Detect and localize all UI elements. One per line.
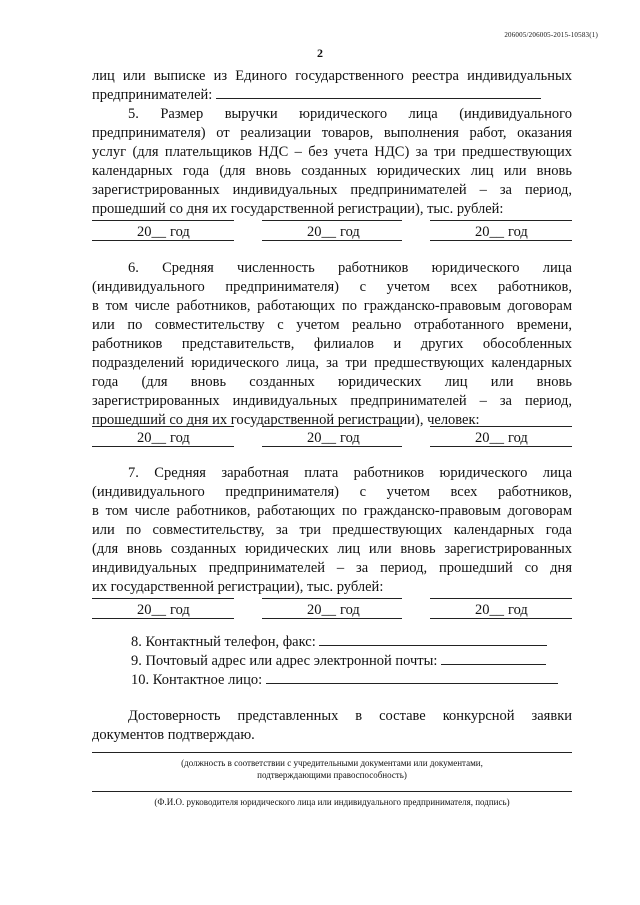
s5-blank-3 — [430, 220, 572, 221]
s6-line-9: прошедший со дня их государственной регистрации), человек: — [92, 412, 480, 428]
confirmation-line-1: Достоверность представленных в составе конкурсной заявки — [128, 708, 572, 724]
s5-line-5: зарегистрированных индивидуальных предпринимателей – за период, — [92, 182, 572, 198]
s5-line-4: календарных года (для вновь созданных юридических лиц или вновь — [92, 163, 572, 179]
contact-phone-row — [131, 633, 571, 652]
intro-blank-line — [216, 86, 541, 99]
s7-year-1-word: год — [170, 602, 190, 618]
s7-year-1-num: 20__ — [137, 602, 166, 618]
contact-person-blank — [266, 671, 558, 684]
position-signature-line — [92, 752, 572, 753]
s6-line-8: зарегистрированных индивидуальных предпринимателей – за период, — [92, 393, 572, 409]
position-caption-line-2: подтверждающими правоспособность) — [257, 770, 407, 780]
s6-line-1: 6. Средняя численность работников юридического лица — [128, 260, 572, 276]
s6-year-1-word: год — [170, 430, 190, 446]
s7-year-3-num: 20__ — [475, 602, 504, 618]
s7-year-2-num: 20__ — [307, 602, 336, 618]
contact-address-label: 9. Почтовый адрес или адрес электронной почты: — [131, 653, 438, 669]
s5-year-2-word: год — [340, 224, 360, 240]
s7-blank-2 — [262, 598, 402, 599]
position-caption-line-1: (должность в соответствии с учредительными документами или документами, — [181, 758, 483, 768]
s5-underline-3 — [430, 240, 572, 241]
s6-blank-2 — [262, 426, 402, 427]
contact-phone-blank — [319, 633, 547, 646]
s7-blank-1 — [92, 598, 234, 599]
director-signature-line — [92, 791, 572, 792]
s7-underline-1 — [92, 618, 234, 619]
s7-line-1: 7. Средняя заработная плата работников юридического лица — [128, 465, 572, 481]
s5-line-1: 5. Размер выручки юридического лица (индивидуального — [128, 106, 572, 122]
s6-underline-1 — [92, 446, 234, 447]
s5-year-3-num: 20__ — [475, 224, 504, 240]
s6-underline-2 — [262, 446, 402, 447]
s6-year-3-num: 20__ — [475, 430, 504, 446]
contact-address-row — [131, 652, 571, 671]
s6-line-5: работников представительств, филиалов и других обособленных — [92, 336, 572, 352]
s6-blank-1 — [92, 426, 234, 427]
s6-year-2-num: 20__ — [307, 430, 336, 446]
s7-year-2-word: год — [340, 602, 360, 618]
confirmation-line-2: документов подтверждаю. — [92, 727, 255, 743]
s7-blank-3 — [430, 598, 572, 599]
s5-line-6: прошедший со дня их государственной регистрации), тыс. рублей: — [92, 201, 504, 217]
s7-line-6: индивидуальных предпринимателей – за период, прошедший со дня — [92, 560, 572, 576]
intro-line-1: лиц или выписке из Единого государственного реестра индивидуальных — [92, 68, 572, 84]
s6-year-1-num: 20__ — [137, 430, 166, 446]
s7-underline-2 — [262, 618, 402, 619]
s7-year-3-word: год — [508, 602, 528, 618]
s5-year-2-num: 20__ — [307, 224, 336, 240]
s6-year-3-word: год — [508, 430, 528, 446]
s6-line-3: в том числе работников, работающих по гражданско-правовым договорам — [92, 298, 572, 314]
s5-line-2: предпринимателя) от реализации товаров, выполнения работ, оказания — [92, 125, 572, 141]
s7-line-7: их государственной регистрации), тыс. рублей: — [92, 579, 384, 595]
s5-year-1-word: год — [170, 224, 190, 240]
director-signature-caption: (Ф.И.О. руководителя юридического лица или индивидуального предпринимателя, подпись) — [154, 797, 510, 807]
s6-line-7: года (для вновь созданных юридических лиц или вновь — [92, 374, 572, 390]
page-number: 2 — [317, 46, 323, 60]
s7-line-4: или по совместительству, за три предшествующих календарных года — [92, 522, 572, 538]
s6-line-2: (индивидуального предпринимателя) с учетом всех работников, — [92, 279, 572, 295]
s5-year-1-num: 20__ — [137, 224, 166, 240]
s5-blank-1 — [92, 220, 234, 221]
intro-line-2 — [92, 86, 572, 105]
s6-underline-3 — [430, 446, 572, 447]
s7-underline-3 — [430, 618, 572, 619]
document-id: 206005/206005-2015-10583(1) — [504, 31, 598, 39]
s5-underline-1 — [92, 240, 234, 241]
contact-phone-label: 8. Контактный телефон, факс: — [131, 634, 316, 650]
s5-year-3-word: год — [508, 224, 528, 240]
intro-line-2-text: предпринимателей: — [92, 87, 213, 103]
contact-person-label: 10. Контактное лицо: — [131, 672, 263, 688]
s5-line-3: услуг (для плательщиков НДС – без учета НДС) за три предшествующих — [92, 144, 572, 160]
s5-underline-2 — [262, 240, 402, 241]
s6-line-6: подразделений юридического лица, за три предшествующих календарных — [92, 355, 572, 371]
s6-year-2-word: год — [340, 430, 360, 446]
s6-line-4: или по совместительству с учетом реально отработанного времени, — [92, 317, 572, 333]
s6-blank-3 — [430, 426, 572, 427]
s7-line-2: (индивидуального предпринимателя) с учетом всех работников, — [92, 484, 572, 500]
contact-person-row — [131, 671, 571, 690]
s7-line-3: в том числе работников, работающих по гражданско-правовым договорам — [92, 503, 572, 519]
s5-blank-2 — [262, 220, 402, 221]
s7-line-5: (для вновь созданных юридических лиц или вновь зарегистрированных — [92, 541, 572, 557]
contact-address-blank — [441, 652, 546, 665]
